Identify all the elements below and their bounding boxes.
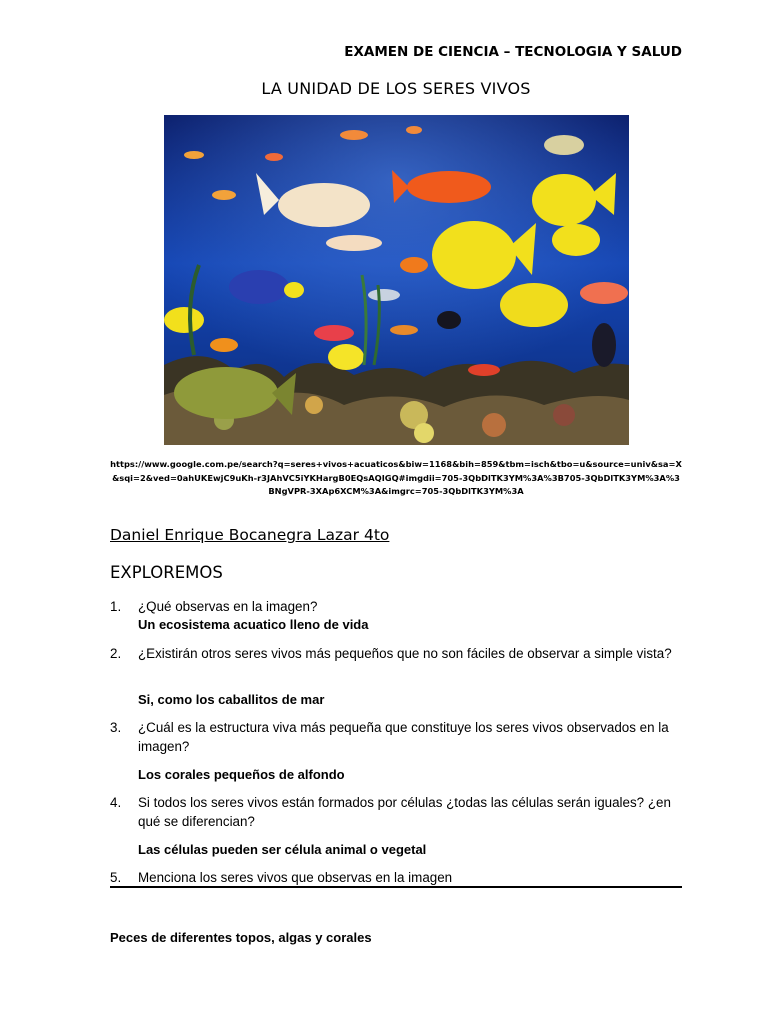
question-text: ¿Cuál es la estructura viva más pequeña que constituye los seres vivos observados en la imagen? bbox=[138, 720, 669, 754]
exam-header: EXAMEN DE CIENCIA – TECNOLOGIA Y SALUD bbox=[344, 44, 682, 60]
author-name: Daniel Enrique Bocanegra Lazar 4to bbox=[110, 526, 390, 544]
question-text: ¿Existirán otros seres vivos más pequeños que no son fáciles de observar a simple vista? bbox=[138, 646, 672, 661]
question-text: ¿Qué observas en la imagen? bbox=[138, 599, 318, 614]
answer-text: Si, como los caballitos de mar bbox=[138, 692, 325, 707]
question-item bbox=[110, 598, 680, 617]
question-item bbox=[110, 645, 680, 664]
answer-text: Las células pueden ser célula animal o vegetal bbox=[138, 842, 427, 857]
page-title: LA UNIDAD DE LOS SERES VIVOS bbox=[261, 79, 531, 98]
question-number: 3. bbox=[110, 720, 122, 735]
answer-text: Un ecosistema acuatico lleno de vida bbox=[138, 617, 369, 632]
question-number: 5. bbox=[110, 870, 122, 885]
aquarium-photo bbox=[164, 115, 629, 445]
answer-text: Los corales pequeños de alfondo bbox=[138, 767, 345, 782]
question-number: 1. bbox=[110, 599, 122, 614]
question-number: 2. bbox=[110, 646, 122, 661]
image-source-url[interactable]: https://www.google.com.pe/search?q=seres+vivos+acuaticos&biw=1168&bih=859&tbm=isch&tbo=u&source=univ&sa=X&sqi=2&ved=0ahUKEwjC9uKh-r3JAhVC5iYKHargB0EQsAQIGQ#imgdii=705-3QbDlTK3YM%3A%3B705-3QbDlTK3YM%3A%3BNgVPR-3XAp6XCM%3A&imgrc=705-3QbDlTK3YM%3A bbox=[110, 459, 682, 497]
question-item bbox=[110, 794, 680, 831]
question-number: 4. bbox=[110, 795, 122, 810]
question-text: Menciona los seres vivos que observas en la imagen bbox=[138, 870, 453, 885]
section-title: EXPLOREMOS bbox=[110, 563, 223, 582]
question-item bbox=[110, 869, 680, 888]
question-item bbox=[110, 719, 680, 756]
answer-text: Peces de diferentes topos, algas y corales bbox=[110, 930, 372, 945]
question-text: Si todos los seres vivos están formados por células ¿todas las células serán iguales? ¿en qué se diferencian? bbox=[138, 795, 671, 829]
divider bbox=[110, 886, 682, 888]
